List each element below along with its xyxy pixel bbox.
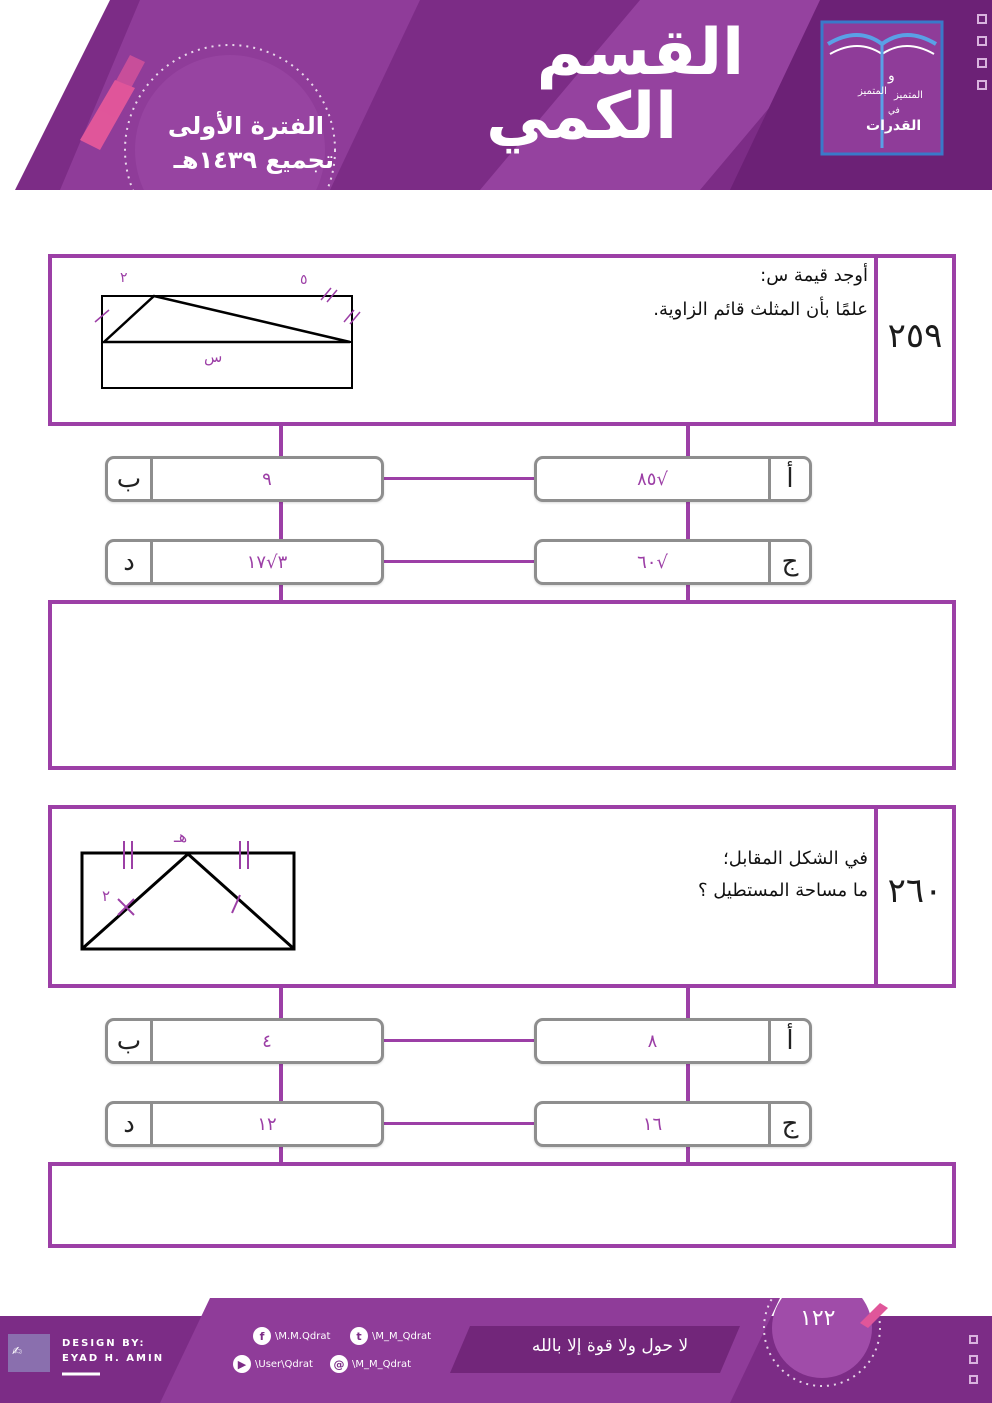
logo-text-line2: المتميز bbox=[894, 90, 923, 101]
question-text-line2: ما مساحة المستطيل ؟ bbox=[697, 880, 868, 901]
twitter-handle: \M_M_Qdrat bbox=[372, 1330, 432, 1342]
connector-line bbox=[384, 477, 536, 480]
option-letter: أ bbox=[786, 464, 794, 494]
at-icon: @ bbox=[330, 1355, 348, 1373]
design-by-label: DESIGN BY: bbox=[62, 1338, 146, 1349]
twitter-icon: t bbox=[350, 1327, 368, 1345]
rectangle-triangle-figure bbox=[92, 272, 372, 392]
option-b[interactable] bbox=[105, 456, 384, 502]
youtube-handle: \User\Qdrat bbox=[255, 1358, 313, 1370]
option-c[interactable] bbox=[534, 1101, 812, 1147]
option-value: ٩ bbox=[262, 468, 272, 490]
book-logo-icon bbox=[818, 8, 946, 158]
header-period: الفترة الأولى bbox=[167, 112, 324, 140]
option-d[interactable] bbox=[105, 1101, 384, 1147]
figure-label-x: س bbox=[204, 348, 223, 366]
option-value: ١٢ bbox=[257, 1113, 277, 1135]
option-letter: ب bbox=[116, 1026, 142, 1056]
header-collection: تجميع ١٤٣٩هـ bbox=[173, 146, 334, 174]
brand-logo bbox=[818, 8, 946, 158]
question-text-line1: أوجد قيمة س: bbox=[760, 265, 868, 286]
designer-signature-icon: ✍ bbox=[12, 1344, 23, 1358]
logo-text-waw: و bbox=[888, 68, 895, 84]
facebook-link[interactable] bbox=[253, 1327, 330, 1345]
connector-line bbox=[384, 560, 536, 563]
option-a[interactable] bbox=[534, 1018, 812, 1064]
calligraphy-text: لا حول ولا قوة إلا بالله bbox=[531, 1336, 689, 1356]
option-value: √٨٥ bbox=[637, 468, 668, 490]
logo-text-main: القدرات bbox=[866, 118, 922, 134]
option-value: ٤ bbox=[262, 1030, 272, 1052]
option-letter: أ bbox=[786, 1026, 794, 1056]
option-c[interactable] bbox=[534, 539, 812, 585]
page-footer bbox=[0, 1298, 992, 1403]
answer-area-260[interactable] bbox=[48, 1162, 956, 1248]
option-letter: د bbox=[123, 1109, 135, 1139]
logo-text-line1: المتميز bbox=[858, 86, 887, 97]
figure-label-h: هـ bbox=[174, 827, 188, 846]
option-value: ٣√١٧ bbox=[246, 551, 288, 573]
youtube-icon: ▶ bbox=[233, 1355, 251, 1373]
option-value: √٦٠ bbox=[637, 551, 668, 573]
question-panel-259 bbox=[48, 254, 956, 426]
option-value: ١٦ bbox=[642, 1113, 663, 1135]
question-number: ٢٦٠ bbox=[887, 871, 943, 911]
social-link[interactable] bbox=[330, 1355, 411, 1373]
question-text-line1: في الشكل المقابل؛ bbox=[722, 848, 868, 869]
option-d[interactable] bbox=[105, 539, 384, 585]
header-title-line2: الكمي bbox=[486, 80, 677, 154]
logo-text-fi: في bbox=[888, 106, 900, 116]
answer-area-259[interactable] bbox=[48, 600, 956, 770]
option-letter: ب bbox=[116, 464, 142, 494]
option-a[interactable] bbox=[534, 456, 812, 502]
figure-label-5: ٥ bbox=[300, 272, 308, 288]
option-letter: ج bbox=[781, 1109, 799, 1139]
question-number: ٢٥٩ bbox=[887, 316, 943, 356]
footer-background bbox=[0, 1298, 992, 1403]
option-b[interactable] bbox=[105, 1018, 384, 1064]
option-value: ٨ bbox=[647, 1030, 658, 1052]
page-header bbox=[0, 0, 992, 190]
question-text-line2: علمًا بأن المثلث قائم الزاوية. bbox=[653, 299, 868, 320]
facebook-icon: f bbox=[253, 1327, 271, 1345]
header-title-line1: القسم bbox=[536, 16, 744, 90]
designer-name: EYAD H. AMIN bbox=[62, 1353, 165, 1364]
page-number: ١٢٢ bbox=[800, 1306, 836, 1331]
youtube-link[interactable] bbox=[233, 1355, 313, 1373]
social-handle: \M_M_Qdrat bbox=[352, 1358, 412, 1370]
question-panel-260 bbox=[48, 805, 956, 988]
option-letter: ج bbox=[781, 547, 799, 577]
figure-label-2: ٢ bbox=[120, 270, 128, 286]
twitter-link[interactable] bbox=[350, 1327, 431, 1345]
figure-label-2: ٢ bbox=[102, 887, 111, 905]
facebook-handle: \M.M.Qdrat bbox=[275, 1330, 331, 1342]
connector-line bbox=[384, 1122, 536, 1125]
connector-line bbox=[384, 1039, 536, 1042]
option-letter: د bbox=[123, 547, 135, 577]
